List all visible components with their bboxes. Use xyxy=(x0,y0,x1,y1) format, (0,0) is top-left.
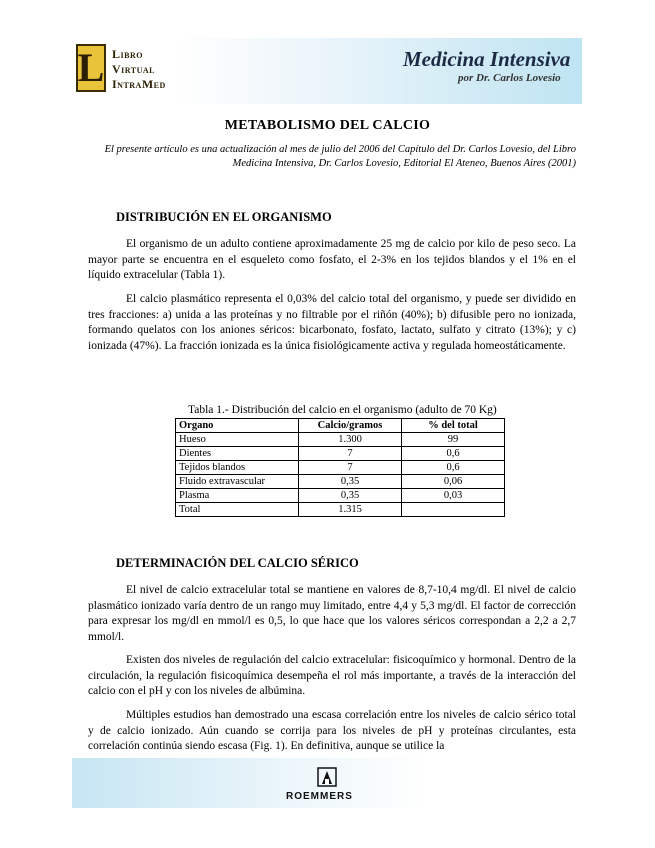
table-cell: 0,35 xyxy=(299,489,402,503)
distribution-table xyxy=(175,418,505,517)
table-cell: 1.300 xyxy=(299,433,402,447)
update-note: El presente artículo es una actualización al mes de julio del 2006 del Capítulo del Dr. Carlos Lovesio, del Libro Medicina Intensiva, Dr. Carlos Lovesio, Editorial El Ateneo, Buenos Aires (2001) xyxy=(104,144,576,169)
table-header-row xyxy=(176,419,505,433)
table-header-cell: Calcio/gramos xyxy=(299,419,402,433)
table-cell: Total xyxy=(176,503,299,517)
table-cell: 0,06 xyxy=(402,475,505,489)
table-row xyxy=(176,503,505,517)
table-header-cell: % del total xyxy=(402,419,505,433)
brand-line: Virtual xyxy=(112,62,156,76)
table-caption: Tabla 1.- Distribución del calcio en el organismo (adulto de 70 Kg) xyxy=(188,404,497,416)
document-title: METABOLISMO DEL CALCIO xyxy=(224,118,431,133)
logo-letter: L xyxy=(77,45,105,90)
table-cell: 7 xyxy=(299,461,402,475)
book-author: por Dr. Carlos Lovesio xyxy=(458,72,561,84)
table-cell: Tejidos blandos xyxy=(176,461,299,475)
brand-line: Libro xyxy=(112,47,143,61)
paragraph: El calcio plasmático representa el 0,03% del calcio total del organismo, y puede ser dividido en tres fracciones: a) unida a las proteínas y no filtrable por el riñón (40%); b) difusible pero no ionizada, formando quelatos con los aniones séricos: bicarbonato, fosfato, lactato, sulfato y citrato (13%); y c) ionizada (47%). La fracción ionizada es la única fisiológicamente activa y regulada homeostáticamente. xyxy=(88,293,576,352)
paragraph: El nivel de calcio extracelular total se mantiene en valores de 8,7-10,4 mg/dl. El nivel de calcio plasmático ionizado varía dentro de un rango muy limitado, entre 4,4 y 5,3 mg/dl. El factor de corrección para expresar los mg/dl en mmol/l es 0,5, lo que hace que los valores séricos correspondan a 2,2 a 2,7 mmol/l. xyxy=(88,584,576,643)
table-cell: Fluido extravascular xyxy=(176,475,299,489)
paragraph: El organismo de un adulto contiene aproximadamente 25 mg de calcio por kilo de peso seco. La mayor parte se encuentra en el esqueleto como fosfato, el 2-3% en los tejidos blandos y el 1% en el líquido extracelular (Tabla 1). xyxy=(88,238,576,281)
table-row xyxy=(176,489,505,503)
paragraph: Múltiples estudios han demostrado una escasa correlación entre los niveles de calcio sérico total y de calcio ionizado. Aún cuando se corrija para los niveles de pH y proteínas circulantes, esta correlación continúa siendo escasa (Fig. 1). En definitiva, aunque se utilice la xyxy=(88,709,576,752)
table-cell: Plasma xyxy=(176,489,299,503)
table-row xyxy=(176,433,505,447)
table-cell: Dientes xyxy=(176,447,299,461)
table-cell: 0,6 xyxy=(402,461,505,475)
table-cell: 7 xyxy=(299,447,402,461)
table-cell: Hueso xyxy=(176,433,299,447)
paragraph: Existen dos niveles de regulación del calcio extracelular: fisicoquímico y hormonal. Dentro de la circulación, la regulación fisicoquímica desempeña el rol más importante, a través de la interacción del calcio con el pH y con los niveles de albúmina. xyxy=(88,654,576,697)
table-cell xyxy=(402,503,505,517)
section-heading-distribution: DISTRIBUCIÓN EN EL ORGANISMO xyxy=(116,210,332,224)
table-row xyxy=(176,475,505,489)
table-cell: 99 xyxy=(402,433,505,447)
section-heading-determination: DETERMINACIÓN DEL CALCIO SÉRICO xyxy=(116,556,359,570)
table-row xyxy=(176,461,505,475)
footer-brand: ROEMMERS xyxy=(286,791,353,802)
table-cell: 0,6 xyxy=(402,447,505,461)
header-banner xyxy=(72,38,582,104)
table-cell: 1.315 xyxy=(299,503,402,517)
brand-line: IntraMed xyxy=(112,77,166,91)
intramed-logo xyxy=(76,44,106,92)
book-title: Medicina Intensiva xyxy=(403,47,571,71)
footer-banner xyxy=(72,758,582,808)
table-cell: 0,35 xyxy=(299,475,402,489)
table-header-cell: Organo xyxy=(176,419,299,433)
table-cell: 0,03 xyxy=(402,489,505,503)
table-row xyxy=(176,447,505,461)
roemmers-logo-icon xyxy=(314,766,340,788)
brand-name xyxy=(112,47,166,92)
